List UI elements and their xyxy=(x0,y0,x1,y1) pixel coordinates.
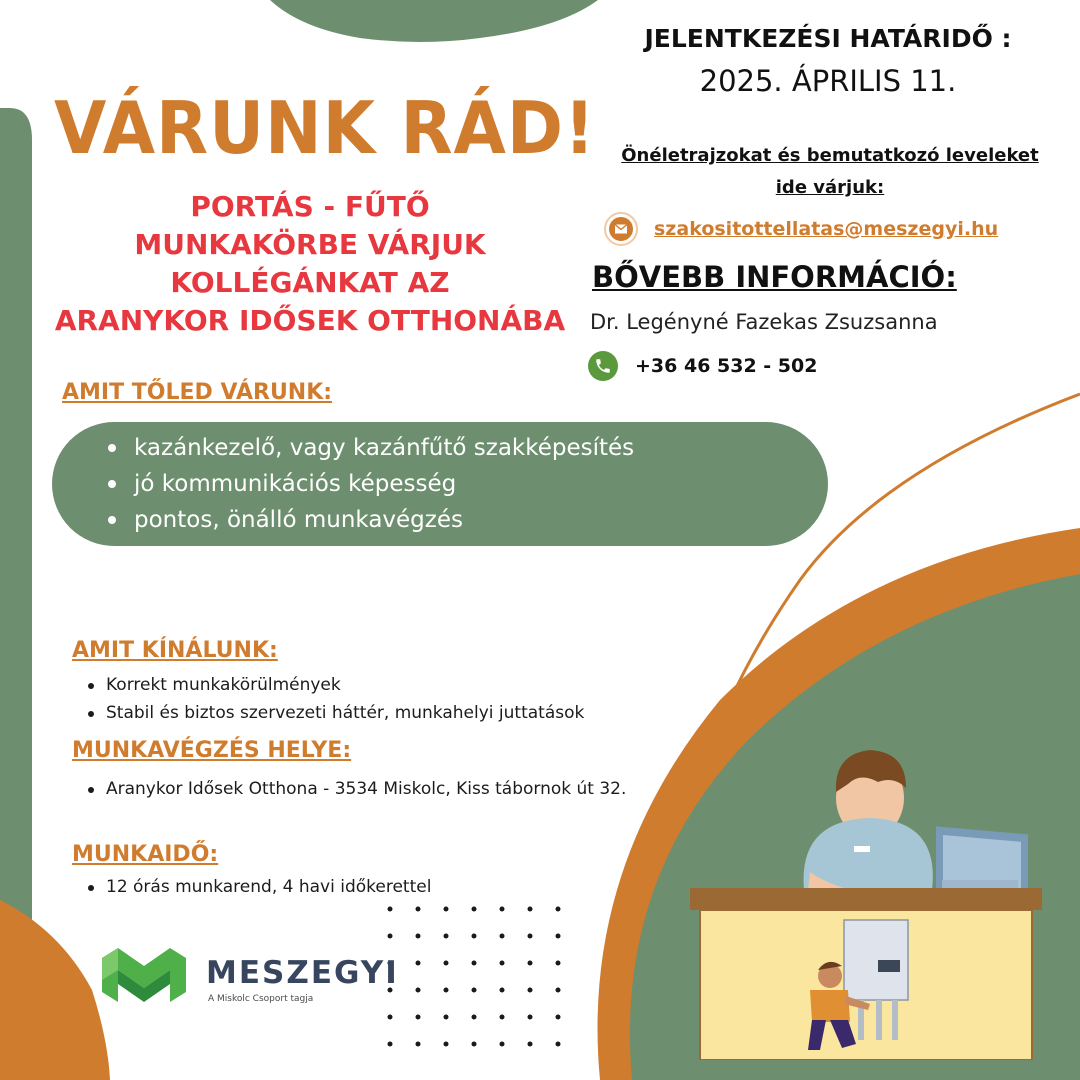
receptionist-illustration xyxy=(680,740,1050,1060)
email-row xyxy=(604,212,998,246)
position-line: MUNKAKÖRBE VÁRJUK xyxy=(134,228,486,261)
dot-grid-decoration xyxy=(388,907,561,1047)
offer-list xyxy=(72,671,692,727)
mail-icon xyxy=(604,212,638,246)
deadline-title: JELENTKEZÉSI HATÁRIDŐ : xyxy=(644,24,1012,53)
list-item: Stabil és biztos szervezeti háttér, munkahelyi juttatások xyxy=(72,699,692,727)
list-item: Aranykor Idősek Otthona - 3534 Miskolc, Kiss tábornok út 32. xyxy=(72,775,662,803)
info-heading: BŐVEBB INFORMÁCIÓ: xyxy=(592,260,957,294)
requirements-heading: AMIT TŐLED VÁRUNK: xyxy=(62,380,333,405)
list-item: pontos, önálló munkavégzés xyxy=(104,502,634,538)
headline: VÁRUNK RÁD! xyxy=(54,86,596,170)
application-instructions: Önéletrajzokat és bemutatkozó leveleket ide várjuk: xyxy=(621,145,1039,198)
list-item: jó kommunikációs képesség xyxy=(104,466,634,502)
position-line: KOLLÉGÁNKAT AZ xyxy=(170,266,450,299)
workplace-list xyxy=(72,775,662,803)
requirements-list xyxy=(104,430,634,538)
email-link[interactable]: szakositottellatas@meszegyi.hu xyxy=(654,218,999,240)
position-title xyxy=(40,188,580,340)
list-item: kazánkezelő, vagy kazánfűtő szakképesítés xyxy=(104,430,634,466)
position-line: ARANYKOR IDŐSEK OTTHONÁBA xyxy=(54,304,566,337)
list-item: Korrekt munkakörülmények xyxy=(72,671,692,699)
position-line: PORTÁS - FŰTŐ xyxy=(190,190,430,223)
phone-icon xyxy=(588,351,618,381)
logo-name: MESZEGYI xyxy=(206,955,399,991)
list-item: 12 órás munkarend, 4 havi időkerettel xyxy=(72,873,672,901)
contact-name: Dr. Legényné Fazekas Zsuzsanna xyxy=(590,310,938,334)
logo-tagline: A Miskolc Csoport tagja xyxy=(208,994,314,1004)
workplace-heading: MUNKAVÉGZÉS HELYE: xyxy=(72,738,352,763)
offer-heading: AMIT KÍNÁLUNK: xyxy=(72,638,278,663)
deadline-date: 2025. ÁPRILIS 11. xyxy=(699,64,957,98)
worktime-list xyxy=(72,873,672,901)
phone-number[interactable]: +36 46 532 - 502 xyxy=(635,355,818,377)
phone-row xyxy=(588,350,817,382)
worktime-heading: MUNKAIDŐ: xyxy=(72,842,219,867)
